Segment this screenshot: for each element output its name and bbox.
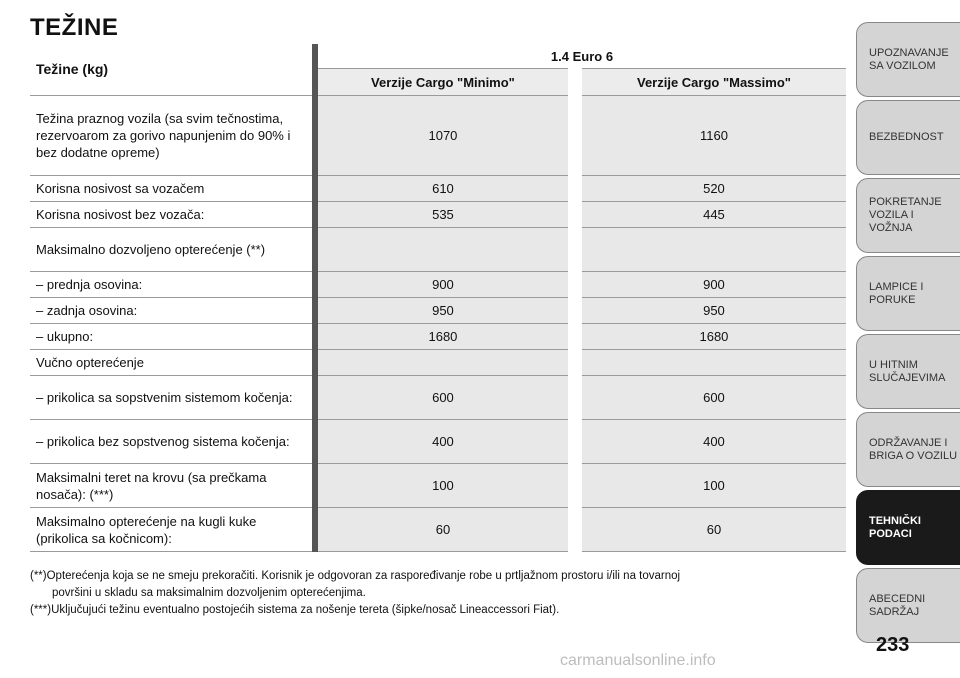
value-massimo: [575, 228, 846, 272]
value-massimo: 950: [575, 298, 846, 324]
table-row: [30, 508, 846, 552]
version-header-massimo: Verzije Cargo "Massimo": [575, 69, 846, 96]
value-massimo: 400: [575, 420, 846, 464]
row-label: Korisna nosivost sa vozačem: [30, 176, 315, 202]
value-massimo: 520: [575, 176, 846, 202]
chapter-tabs: [856, 22, 960, 646]
chapter-tab[interactable]: [856, 256, 960, 331]
row-label: – prikolica sa sopstvenim sistemom kočenja:: [30, 376, 315, 420]
value-massimo: 1680: [575, 324, 846, 350]
value-minimo: 1680: [315, 324, 575, 350]
table-row: [30, 96, 846, 176]
table-row: [30, 324, 846, 350]
value-minimo: [315, 350, 575, 376]
table-row: [30, 464, 846, 508]
value-massimo: 100: [575, 464, 846, 508]
page-title: TEŽINE: [30, 14, 119, 41]
table-header-row: [30, 44, 846, 69]
chapter-tab[interactable]: [856, 334, 960, 409]
value-massimo: 900: [575, 272, 846, 298]
chapter-tab[interactable]: [856, 178, 960, 253]
footnote-1-line-2: površini u skladu sa maksimalnim dozvoljenim opterećenjima.: [52, 587, 366, 599]
value-minimo: 600: [315, 376, 575, 420]
value-massimo: 60: [575, 508, 846, 552]
row-label: Maksimalni teret na krovu (sa prečkama nosača): (***): [30, 464, 315, 508]
table-row: [30, 376, 846, 420]
value-minimo: 900: [315, 272, 575, 298]
value-massimo: 600: [575, 376, 846, 420]
chapter-tab-label: TEHNIČKI PODACI: [869, 514, 921, 540]
row-label: Maksimalno opterećenje na kugli kuke (prikolica sa kočnicom):: [30, 508, 315, 552]
value-massimo: 445: [575, 202, 846, 228]
table-row: [30, 176, 846, 202]
chapter-tab[interactable]: [856, 22, 960, 97]
weights-table: [30, 44, 846, 552]
version-header-minimo: Verzije Cargo "Minimo": [315, 69, 575, 96]
row-label: – ukupno:: [30, 324, 315, 350]
value-massimo: [575, 350, 846, 376]
table-row: [30, 272, 846, 298]
value-minimo: 535: [315, 202, 575, 228]
row-label: Vučno opterećenje: [30, 350, 315, 376]
row-label: – prikolica bez sopstvenog sistema kočenja:: [30, 420, 315, 464]
row-label: Maksimalno dozvoljeno opterećenje (**): [30, 228, 315, 272]
label-column-header: Težine (kg): [30, 44, 315, 96]
value-minimo: 400: [315, 420, 575, 464]
table-row: [30, 228, 846, 272]
row-label: Težina praznog vozila (sa svim tečnostima, rezervoarom za gorivo napunjenim do 90% i bez dodatne opreme): [30, 96, 315, 176]
value-minimo: 60: [315, 508, 575, 552]
table-row: [30, 202, 846, 228]
chapter-tab[interactable]: [856, 100, 960, 175]
footnotes: [30, 568, 846, 619]
value-minimo: 610: [315, 176, 575, 202]
page-number: 233: [876, 634, 910, 656]
chapter-tab-label: UPOZNAVANJE SA VOZILOM: [869, 46, 949, 72]
row-label: Korisna nosivost bez vozača:: [30, 202, 315, 228]
chapter-tab-label: ODRŽAVANJE I BRIGA O VOZILU: [869, 436, 958, 462]
footnote-2: (***)Uključujući težinu eventualno postojećih sistema za nošenje tereta (šipke/nosač Lineaccessori Fiat).: [30, 604, 560, 616]
value-minimo: 1070: [315, 96, 575, 176]
table-row: [30, 298, 846, 324]
chapter-tab-label: ABECEDNI SADRŽAJ: [869, 592, 926, 618]
table-body: [30, 96, 846, 552]
value-minimo: 100: [315, 464, 575, 508]
chapter-tab-label: U HITNIM SLUČAJEVIMA: [869, 358, 946, 384]
row-label: – zadnja osovina:: [30, 298, 315, 324]
chapter-tab-label: LAMPICE I PORUKE: [869, 280, 924, 306]
chapter-tab-label: BEZBEDNOST: [869, 131, 944, 143]
chapter-tab[interactable]: [856, 412, 960, 487]
chapter-tab[interactable]: [856, 490, 960, 565]
watermark: carmanualsonline.info: [560, 652, 716, 669]
value-minimo: [315, 228, 575, 272]
chapter-tab-label: POKRETANJE VOZILA I VOŽNJA: [869, 196, 942, 234]
footnote-1-line-1: (**)Opterećenja koja se ne smeju prekoračiti. Korisnik je odgovoran za raspoređivanje robe u prtljažnom prostoru i/ili na tovarnoj: [30, 570, 681, 582]
chapter-tab[interactable]: [856, 568, 960, 643]
table-row: [30, 420, 846, 464]
row-label: – prednja osovina:: [30, 272, 315, 298]
engine-header: 1.4 Euro 6: [315, 44, 846, 69]
table-row: [30, 350, 846, 376]
value-minimo: 950: [315, 298, 575, 324]
value-massimo: 1160: [575, 96, 846, 176]
